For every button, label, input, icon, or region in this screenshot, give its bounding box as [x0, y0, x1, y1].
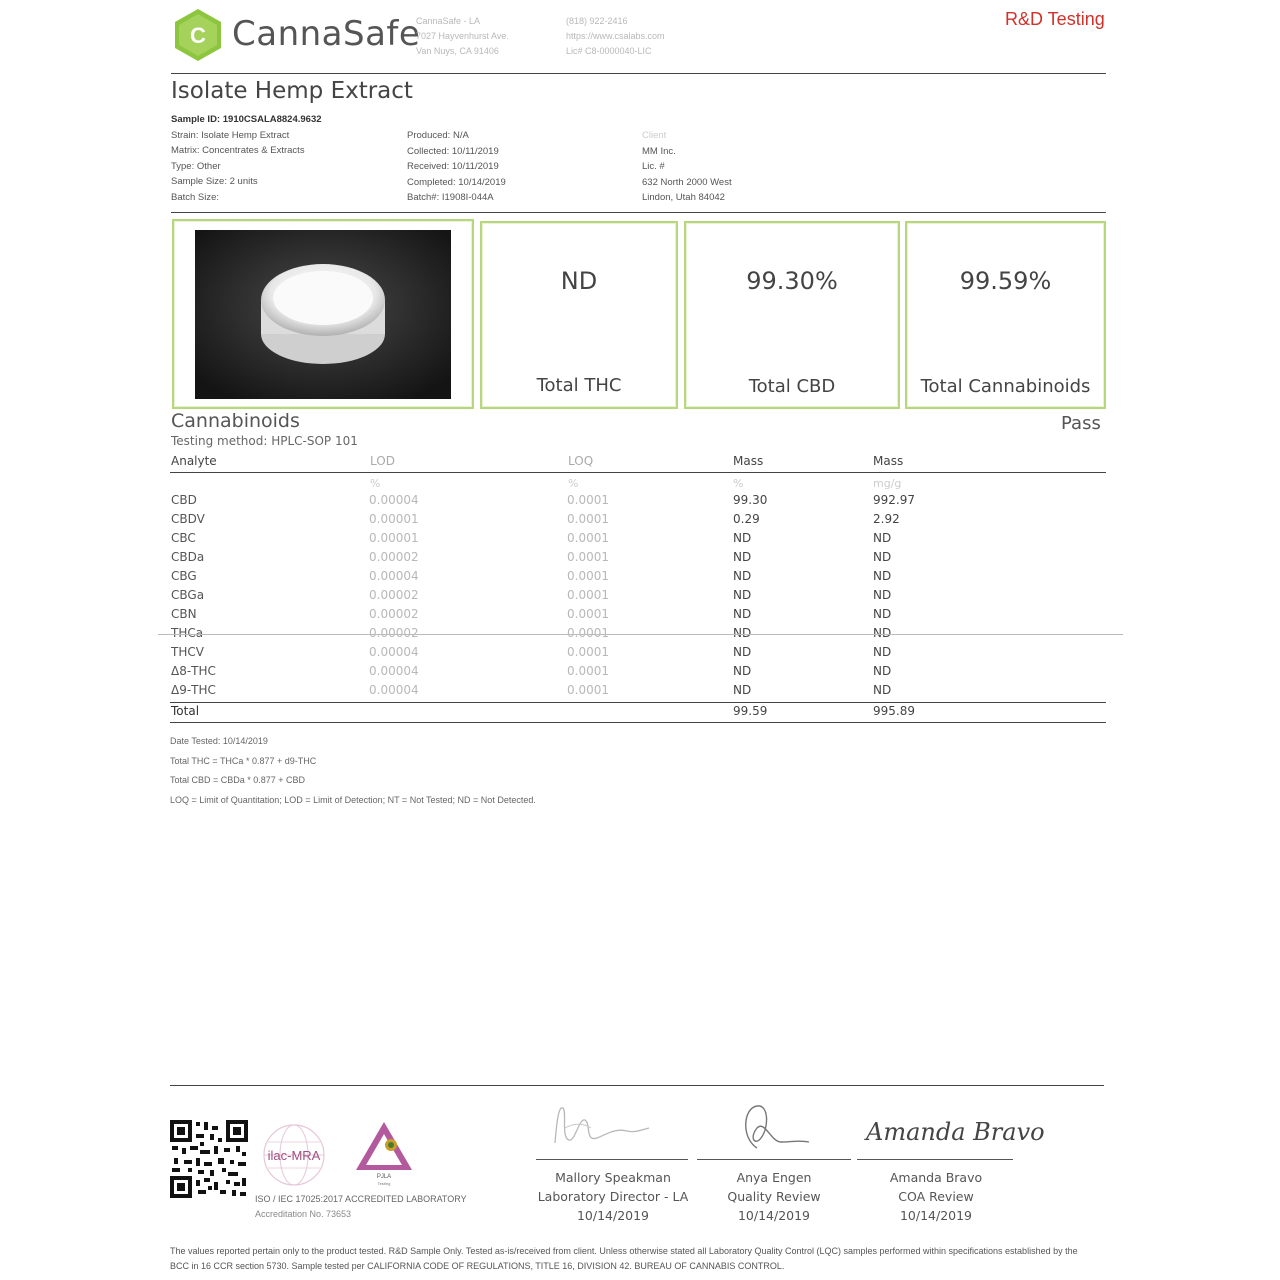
lab-address-line: Van Nuys, CA 91406 [416, 46, 499, 56]
total-cbd-box [684, 221, 900, 409]
disclaimer: The values reported pertain only to the product tested. R&D Sample Only. Tested as-is/received from client. Unless otherwise stated all Laboratory Quality Control (LQC) samples performed within specifications established by the BCC in 16 CCR section 5730. Sample tested per CALIFORNIA CODE OF REGULATIONS, TITLE 16, DIVISION 42. BUREAU OF CANNABIS CONTROL. [170, 1246, 1078, 1271]
table-row: CBN 0.00002 0.0001 ND ND [171, 607, 892, 621]
col-loq: LOQ [568, 454, 594, 468]
total-thc-value: ND [560, 267, 598, 295]
table-row: CBGa 0.00002 0.0001 ND ND [171, 588, 892, 602]
total-bottom-divider [170, 722, 1106, 723]
meta-divider [171, 212, 1106, 213]
unit-mass-pct: % [733, 477, 744, 490]
lab-address [416, 14, 509, 59]
total-pct: 99.59 [733, 704, 768, 718]
col-mass-mg: Mass [873, 454, 904, 468]
lab-license: Lic# C8-0000040-LIC [566, 46, 652, 56]
pjla-text: PJLA [376, 1174, 392, 1180]
signer-name: Anya Engen [736, 1170, 812, 1185]
table-row: CBDa 0.00002 0.0001 ND ND [171, 550, 892, 564]
ilac-text: ilac-MRA [267, 1148, 321, 1163]
client-heading: Client [642, 130, 667, 141]
signer-date: 10/14/2019 [737, 1208, 811, 1223]
total-row [170, 704, 1106, 722]
total-label: Total [171, 704, 200, 718]
brand-name: CannaSafe [232, 14, 421, 54]
unit-lod: % [370, 477, 381, 490]
testing-method: Testing method: HPLC-SOP 101 [171, 434, 358, 448]
total-thc-box [480, 221, 678, 409]
total-cannabinoids-value: 99.59% [959, 267, 1052, 295]
signer-date: 10/14/2019 [899, 1208, 973, 1223]
signer-speakman [533, 1168, 693, 1225]
total-cbd-value: 99.30% [746, 267, 838, 295]
table-row: THCV 0.00004 0.0001 ND ND [171, 645, 892, 659]
table-row: THCa 0.00002 0.0001 ND ND [171, 626, 892, 640]
accreditation-info [255, 1192, 467, 1222]
note-total-cbd: Total CBD = CBDa * 0.877 + CBD [170, 775, 306, 785]
signature-line [697, 1159, 851, 1160]
signer-role: Quality Review [727, 1189, 821, 1204]
note-total-thc: Total THC = THCa * 0.877 + d9-THC [170, 755, 317, 766]
sample-meta-dates: Produced: N/A Collected: 10/11/2019 Received: 10/11/2019 Completed: 10/14/2019 Batch#: I1908I-044A [407, 130, 506, 203]
note-date-tested: Date Tested: 10/14/2019 [170, 736, 268, 746]
product-photo [195, 230, 451, 399]
signer-role: COA Review [898, 1189, 974, 1204]
table-header-divider [170, 472, 1106, 473]
table-row: CBD 0.00004 0.0001 99.30 992.97 [171, 493, 915, 507]
footer-divider [170, 1085, 1104, 1086]
client-city: Lindon, Utah 84042 [642, 192, 725, 203]
col-analyte: Analyte [171, 454, 217, 468]
product-photo-box [172, 219, 474, 409]
col-mass-pct: Mass [733, 454, 764, 468]
signer-engen [694, 1168, 854, 1225]
client-license: Lic. # [642, 161, 665, 172]
scan-streak [158, 634, 1123, 635]
total-cbd-label: Total CBD [748, 376, 836, 397]
signer-name: Mallory Speakman [555, 1170, 671, 1185]
signer-name: Amanda Bravo [889, 1170, 983, 1185]
table-row: Δ8-THC 0.00004 0.0001 ND ND [171, 664, 892, 678]
cannasafe-logo-icon [173, 8, 223, 62]
report-type: R&D Testing [1005, 9, 1105, 29]
lab-contact [566, 14, 665, 59]
table-row: CBG 0.00004 0.0001 ND ND [171, 569, 892, 583]
unit-loq: % [568, 477, 579, 490]
pass-status: Pass [1061, 413, 1101, 434]
signature-line [536, 1159, 688, 1160]
logo-letter: C [190, 23, 206, 48]
signature-bravo-text: Amanda Bravo [866, 1118, 1045, 1146]
ilac-mra-logo-icon [259, 1122, 329, 1188]
total-top-divider [170, 702, 1106, 703]
table-row: CBDV 0.00001 0.0001 0.29 2.92 [171, 512, 900, 526]
client-address: 632 North 2000 West [642, 176, 732, 188]
total-thc-label: Total THC [536, 375, 622, 396]
pjla-logo-icon [354, 1120, 414, 1190]
signer-role: Laboratory Director - LA [537, 1189, 689, 1204]
lab-phone: (818) 922-2416 [566, 16, 628, 26]
client-name: MM Inc. [642, 145, 676, 157]
accreditation-number: Accreditation No. 73653 [255, 1209, 352, 1219]
test-notes [170, 732, 536, 810]
accreditation-statement: ISO / IEC 17025:2017 ACCREDITED LABORATORY [255, 1194, 467, 1204]
lab-address-line: 7027 Hayvenhurst Ave. [416, 31, 509, 41]
unit-mass-mg: mg/g [873, 477, 902, 490]
total-cannabinoids-label: Total Cannabinoids [920, 376, 1091, 397]
sample-meta-left: Sample ID: 1910CSALA8824.9632 Strain: Isolate Hemp Extract Matrix: Concentrates & Extracts Type: Other Sample Size: 2 units Batch Size: [171, 114, 322, 203]
signature-speakman [545, 1098, 655, 1158]
table-row: Δ9-THC 0.00004 0.0001 ND ND [171, 683, 892, 697]
product-title: Isolate Hemp Extract [171, 78, 413, 104]
lab-website: https://www.csalabs.com [566, 31, 665, 41]
lab-address-line: CannaSafe - LA [416, 16, 481, 26]
total-cannabinoids-box [905, 221, 1106, 409]
header-divider [171, 73, 1106, 74]
signer-date: 10/14/2019 [576, 1208, 650, 1223]
signer-bravo [856, 1168, 1016, 1225]
client-info [642, 128, 732, 206]
cannabinoids-heading: Cannabinoids [171, 410, 300, 432]
qr-code-icon [170, 1120, 248, 1198]
pjla-subtext: Testing [377, 1181, 391, 1186]
total-mg: 995.89 [873, 704, 915, 718]
table-row: CBC 0.00001 0.0001 ND ND [171, 531, 892, 545]
signature-bravo [862, 1098, 1045, 1158]
signature-line [857, 1159, 1013, 1160]
signature-engen [735, 1098, 815, 1158]
col-lod: LOD [370, 454, 395, 468]
note-abbreviations: LOQ = Limit of Quantitation; LOD = Limit of Detection; NT = Not Tested; ND = Not Detected. [170, 794, 536, 805]
